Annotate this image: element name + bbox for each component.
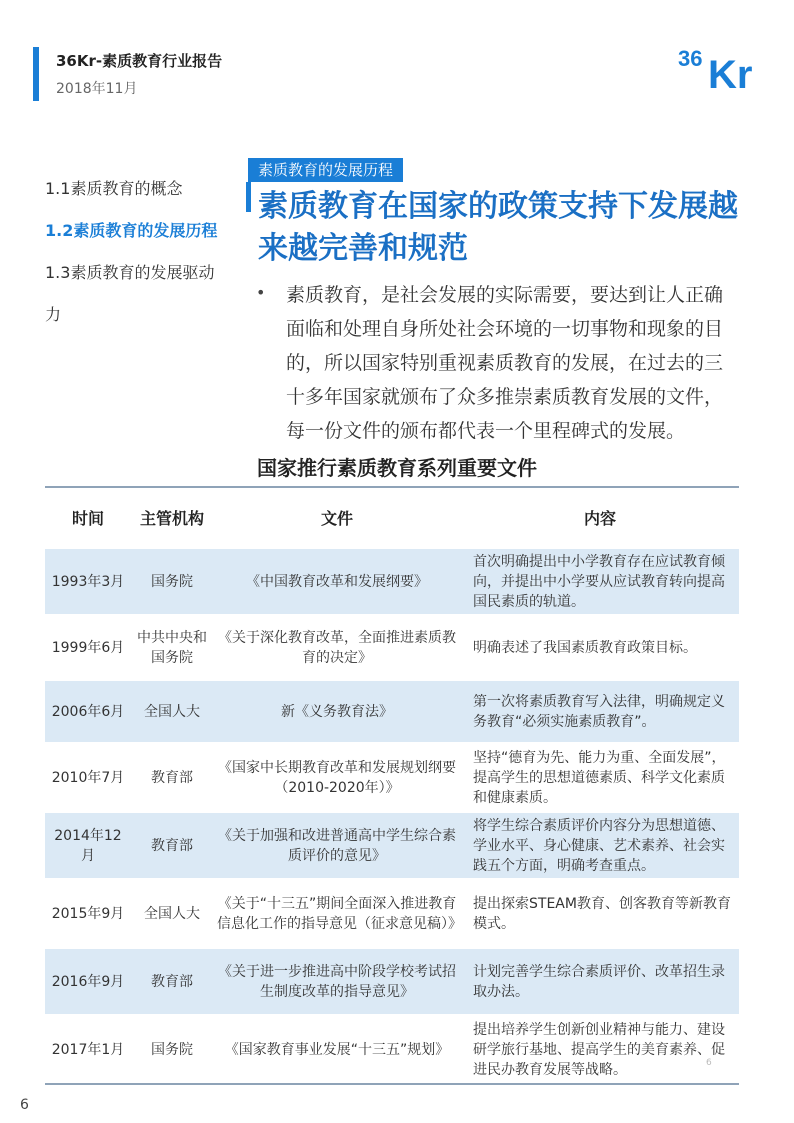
cell-content: 提出探索STEAM教育、创客教育等新教育模式。 [461,880,739,948]
svg-text:Kr: Kr [708,53,753,92]
header-document: 文件 [213,487,461,548]
faint-page-mark: 6 [706,1058,712,1068]
cell-content: 将学生综合素质评价内容分为思想道德、学业水平、身心健康、艺术素养、社会实践五个方面，明确考查重点。 [461,812,739,880]
cell-content: 第一次将素质教育写入法律，明确规定义务教育“必须实施素质教育”。 [461,680,739,744]
cell-document: 《中国教育改革和发展纲要》 [213,548,461,616]
report-date: 2018年11月 [56,81,138,97]
table-row [45,1016,739,1084]
header-accent-bar [33,47,39,101]
36kr-logo [678,40,768,92]
cell-content: 提出培养学生创新创业精神与能力、建设研学旅行基地、提高学生的美育素养、促进民办教育发展等战略。 [461,1016,739,1084]
cell-org: 教育部 [131,948,213,1016]
cell-document: 新《义务教育法》 [213,680,461,744]
cell-org: 国务院 [131,548,213,616]
cell-time: 2017年1月 [45,1016,131,1084]
cell-content: 计划完善学生综合素质评价、改革招生录取办法。 [461,948,739,1016]
toc-item-history[interactable]: 1.2素质教育的发展历程 [45,221,218,240]
cell-org: 全国人大 [131,880,213,948]
headline-accent-bar [246,182,251,212]
cell-time: 2014年12月 [45,812,131,880]
cell-document: 《关于加强和改进普通高中学生综合素质评价的意见》 [213,812,461,880]
header-org: 主管机构 [131,487,213,548]
cell-document: 《关于深化教育改革，全面推进素质教育的决定》 [213,616,461,680]
cell-org: 教育部 [131,744,213,812]
cell-content: 首次明确提出中小学教育存在应试教育倾向，并提出中小学要从应试教育转向提高国民素质的轨道。 [461,548,739,616]
cell-document: 《关于“十三五”期间全面深入推进教育信息化工作的指导意见（征求意见稿）》 [213,880,461,948]
report-title: 36Kr-素质教育行业报告 [56,52,223,70]
table-row [45,948,739,1016]
table-title: 国家推行素质教育系列重要文件 [257,456,537,480]
cell-document: 《国家教育事业发展“十三五”规划》 [213,1016,461,1084]
cell-time: 1993年3月 [45,548,131,616]
table-row [45,744,739,812]
svg-text:36: 36 [678,46,703,71]
cell-content: 明确表述了我国素质教育政策目标。 [461,616,739,680]
cell-org: 中共中央和国务院 [131,616,213,680]
table-row [45,680,739,744]
cell-time: 2010年7月 [45,744,131,812]
cell-time: 2016年9月 [45,948,131,1016]
cell-document: 《关于进一步推进高中阶段学校考试招生制度改革的指导意见》 [213,948,461,1016]
header-time: 时间 [45,487,131,548]
bullet-icon: • [256,283,266,302]
table-of-contents [45,168,225,336]
cell-time: 1999年6月 [45,616,131,680]
table-header-row [45,487,739,548]
cell-org: 教育部 [131,812,213,880]
cell-time: 2015年9月 [45,880,131,948]
section-paragraph: 素质教育，是社会发展的实际需要，要达到让人正确面临和处理自身所处社会环境的一切事物和现象的目的，所以国家特别重视素质教育的发展，在过去的三十多年国家就颁布了众多推崇素质教育发展的文件，每一份文件的颁布都代表一个里程碑式的发展。 [286,284,724,442]
cell-content: 坚持“德育为先、能力为重、全面发展”，提高学生的思想道德素质、科学文化素质和健康素质。 [461,744,739,812]
header-content: 内容 [461,487,739,548]
documents-table [45,486,739,1085]
table-row [45,812,739,880]
table-row [45,548,739,616]
table-row [45,880,739,948]
cell-org: 全国人大 [131,680,213,744]
cell-org: 国务院 [131,1016,213,1084]
table-row [45,616,739,680]
section-tag: 素质教育的发展历程 [248,158,403,182]
cell-document: 《国家中长期教育改革和发展规划纲要（2010-2020年）》 [213,744,461,812]
page-number: 6 [20,1097,29,1113]
toc-item-concept[interactable]: 1.1素质教育的概念 [45,179,183,198]
toc-item-drivers[interactable]: 1.3素质教育的发展驱动力 [45,263,215,324]
section-headline: 素质教育在国家的政策支持下发展越来越完善和规范 [258,189,738,266]
cell-time: 2006年6月 [45,680,131,744]
